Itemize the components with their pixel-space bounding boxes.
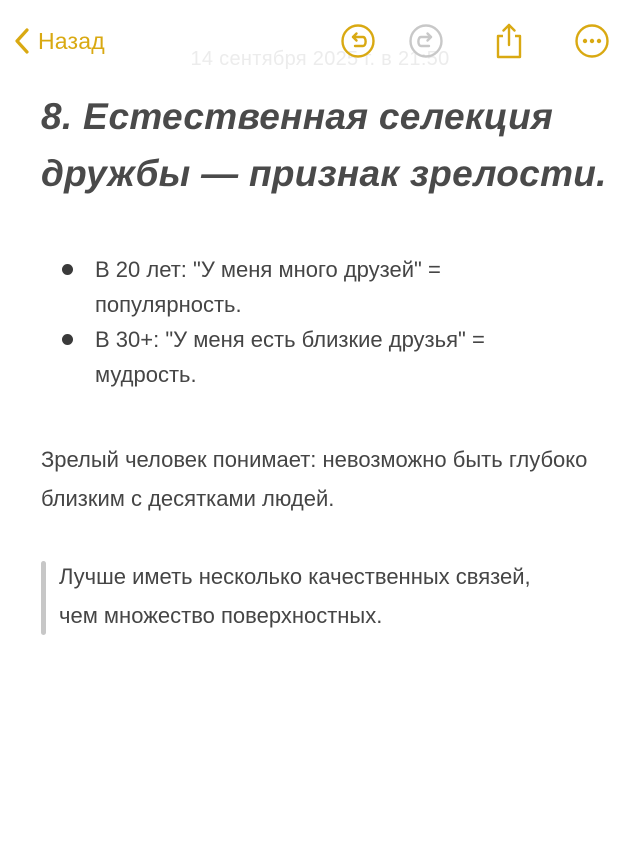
- note-content[interactable]: [41, 88, 611, 635]
- more-button[interactable]: [573, 22, 611, 60]
- redo-icon: [408, 23, 444, 59]
- share-icon: [493, 22, 525, 60]
- note-date: 14 сентября 2025 г. в 21:50: [190, 48, 450, 70]
- bullet-list: [41, 252, 611, 392]
- toolbar: [0, 0, 640, 84]
- list-item: [41, 252, 555, 322]
- note-paragraph: Зрелый человек понимает: невозможно быть глубоко близким с десятками людей.: [41, 447, 588, 511]
- list-item-text: В 30+: "У меня есть близкие друзья" = мудрость.: [95, 327, 485, 387]
- note-title: 8. Естественная селекция дружбы — признак зрелости.: [41, 96, 607, 194]
- bullet-icon: [62, 264, 73, 275]
- block-quote: [41, 557, 559, 635]
- more-icon: [574, 23, 610, 59]
- list-item: [41, 322, 555, 392]
- bullet-icon: [62, 334, 73, 345]
- share-button[interactable]: [490, 22, 528, 60]
- quote-text: Лучше иметь несколько качественных связей, чем множество поверхностных.: [59, 564, 531, 628]
- back-label: Назад: [38, 27, 105, 54]
- quote-bar: [41, 561, 46, 635]
- redo-button[interactable]: [407, 22, 445, 60]
- undo-button[interactable]: [339, 22, 377, 60]
- chevron-left-icon: [14, 27, 30, 55]
- back-button[interactable]: [14, 22, 105, 60]
- undo-icon: [340, 23, 376, 59]
- list-item-text: В 20 лет: "У меня много друзей" = популярность.: [95, 257, 441, 317]
